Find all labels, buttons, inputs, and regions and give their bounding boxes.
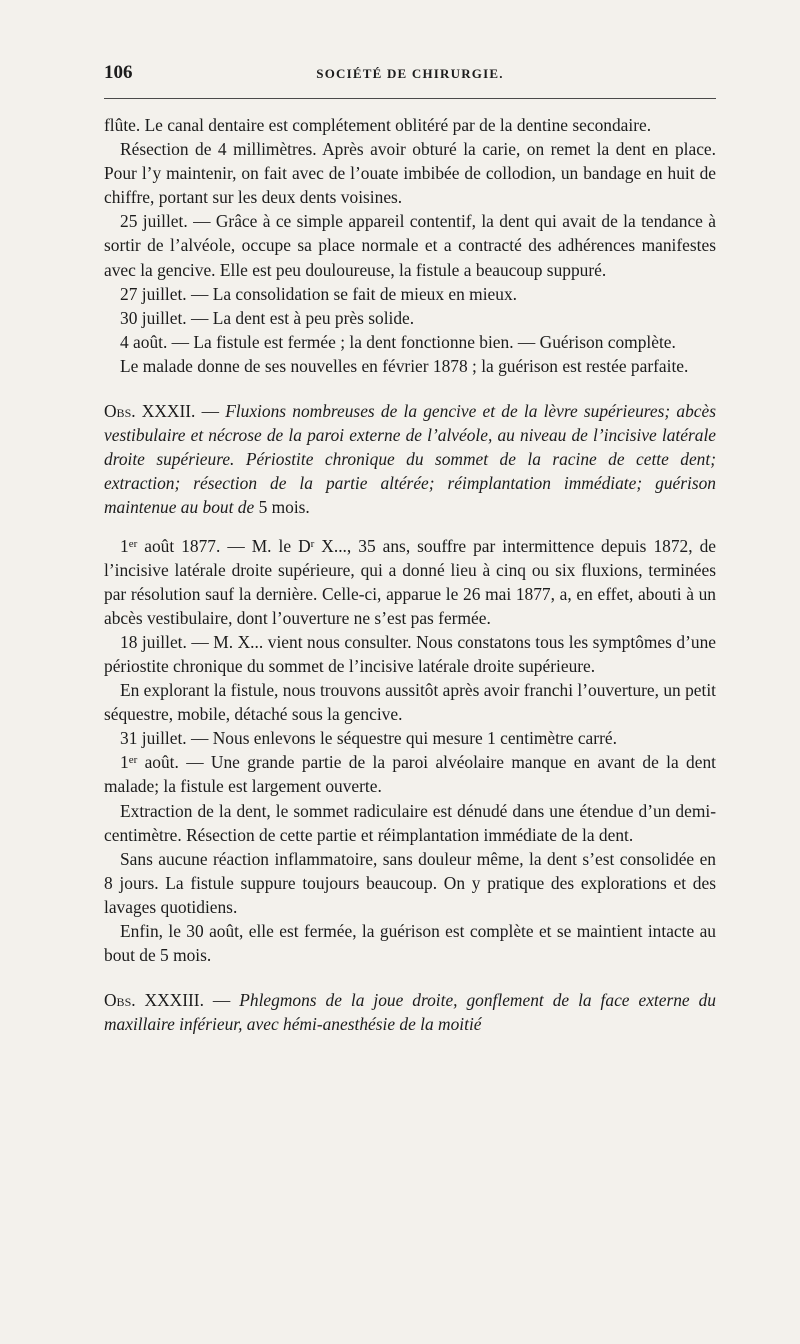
paragraph-text: X..., 35 ans, souffre par intermittence depuis 1872, de l’incisive latérale droite supérieure, qui a donné lieu à cinq ou six fluxions, terminées par résolution sauf la dernière. Celle-ci, apparue le 26 mai 1877, a, en effet, abouti à un abcès vestibulaire, dont l’ouverture ne s’est pas fermée. bbox=[104, 535, 716, 628]
observation-title: Phlegmons de la joue droite, gonflement de la face externe du maxillaire inférieur, avec hémi-anesthésie de la moitié bbox=[104, 990, 716, 1035]
paragraph-text: août. — Une grande partie de la paroi alvéolaire manque en avant de la dent malade; la fistule est largement ouverte. bbox=[104, 752, 716, 797]
paragraph: 30 juillet. — La dent est à peu près solide. bbox=[120, 307, 415, 328]
paragraph: flûte. Le canal dentaire est complétement oblitéré par de la dentine secondaire. bbox=[104, 115, 652, 135]
observation-label: Obs. XXXII. bbox=[104, 401, 196, 422]
date-ordinal: 1 bbox=[120, 535, 129, 556]
header-rule bbox=[104, 98, 716, 99]
observation-heading bbox=[104, 988, 716, 1036]
paragraph: Extraction de la dent, le sommet radiculaire est dénudé dans une étendue d’un demi-centimètre. Résection de cette partie et réimplantation immédiate de la dent. bbox=[104, 800, 716, 845]
paragraph bbox=[104, 534, 716, 630]
ordinal-suffix: er bbox=[128, 754, 138, 767]
observation-dash: — bbox=[203, 990, 240, 1011]
paragraph: Enfin, le 30 août, elle est fermée, la guérison est complète et se maintient intacte au bout de 5 mois. bbox=[104, 921, 716, 966]
paragraph: Le malade donne de ses nouvelles en février 1878 ; la guérison est restée parfaite. bbox=[120, 355, 689, 376]
ordinal-suffix: er bbox=[128, 537, 138, 550]
paragraph: 31 juillet. — Nous enlevons le séquestre qui mesure 1 centimètre carré. bbox=[120, 728, 617, 749]
paragraph: Résection de 4 millimètres. Après avoir obturé la carie, on remet la dent en place. Pour l’y maintenir, on fait avec de l’ouate imbibée de collodion, un bandage en huit de chiffre, portant sur les deux dents voisines. bbox=[104, 139, 716, 208]
observation-heading bbox=[104, 399, 716, 519]
paragraph: En explorant la fistule, nous trouvons aussitôt après avoir franchi l’ouverture, un petit séquestre, mobile, détaché sous la gencive. bbox=[104, 680, 716, 725]
page-header bbox=[104, 62, 716, 90]
page-number: 106 bbox=[104, 62, 133, 83]
observation-title: Fluxions nombreuses de la gencive et de la lèvre supérieures; abcès vestibulaire et nécrose de la paroi externe de l’alvéole, au niveau de l’incisive latérale droite supérieure. Périostite chronique du sommet de la racine de cette dent; extraction; résection de la partie altérée; réimplantation immédiate; guérison maintenue au bout de bbox=[104, 401, 716, 518]
paragraph bbox=[104, 750, 716, 798]
running-title: SOCIÉTÉ DE CHIRURGIE. bbox=[316, 66, 504, 81]
observation-dash: — bbox=[195, 401, 226, 422]
date-text: août 1877. — M. le D bbox=[137, 535, 311, 556]
observation-title-tail: 5 mois. bbox=[254, 497, 310, 518]
paragraph: 25 juillet. — Grâce à ce simple appareil contentif, la dent qui avait de la tendance à sortir de l’alvéole, occupe sa place normale et a contracté des adhérences manifestes avec la gencive. Elle est peu douloureuse, la fistule a beaucoup suppuré. bbox=[104, 211, 716, 280]
paragraph: Sans aucune réaction inflammatoire, sans douleur même, la dent s’est consolidée en 8 jours. La fistule suppure toujours beaucoup. On y pratique des explorations et des lavages quotidiens. bbox=[104, 848, 716, 917]
paragraph: 4 août. — La fistule est fermée ; la dent fonctionne bien. — Guérison complète. bbox=[120, 331, 676, 352]
paragraph: 18 juillet. — M. X... vient nous consulter. Nous constatons tous les symptômes d’une périostite chronique du sommet de l’incisive latérale droite supérieure. bbox=[104, 631, 716, 676]
paragraph: 27 juillet. — La consolidation se fait de mieux en mieux. bbox=[120, 283, 517, 304]
date-ordinal: 1 bbox=[120, 752, 129, 773]
body-text bbox=[104, 113, 716, 1050]
doctor-suffix: r bbox=[310, 537, 315, 550]
observation-label: Obs. XXXIII. bbox=[104, 990, 204, 1011]
